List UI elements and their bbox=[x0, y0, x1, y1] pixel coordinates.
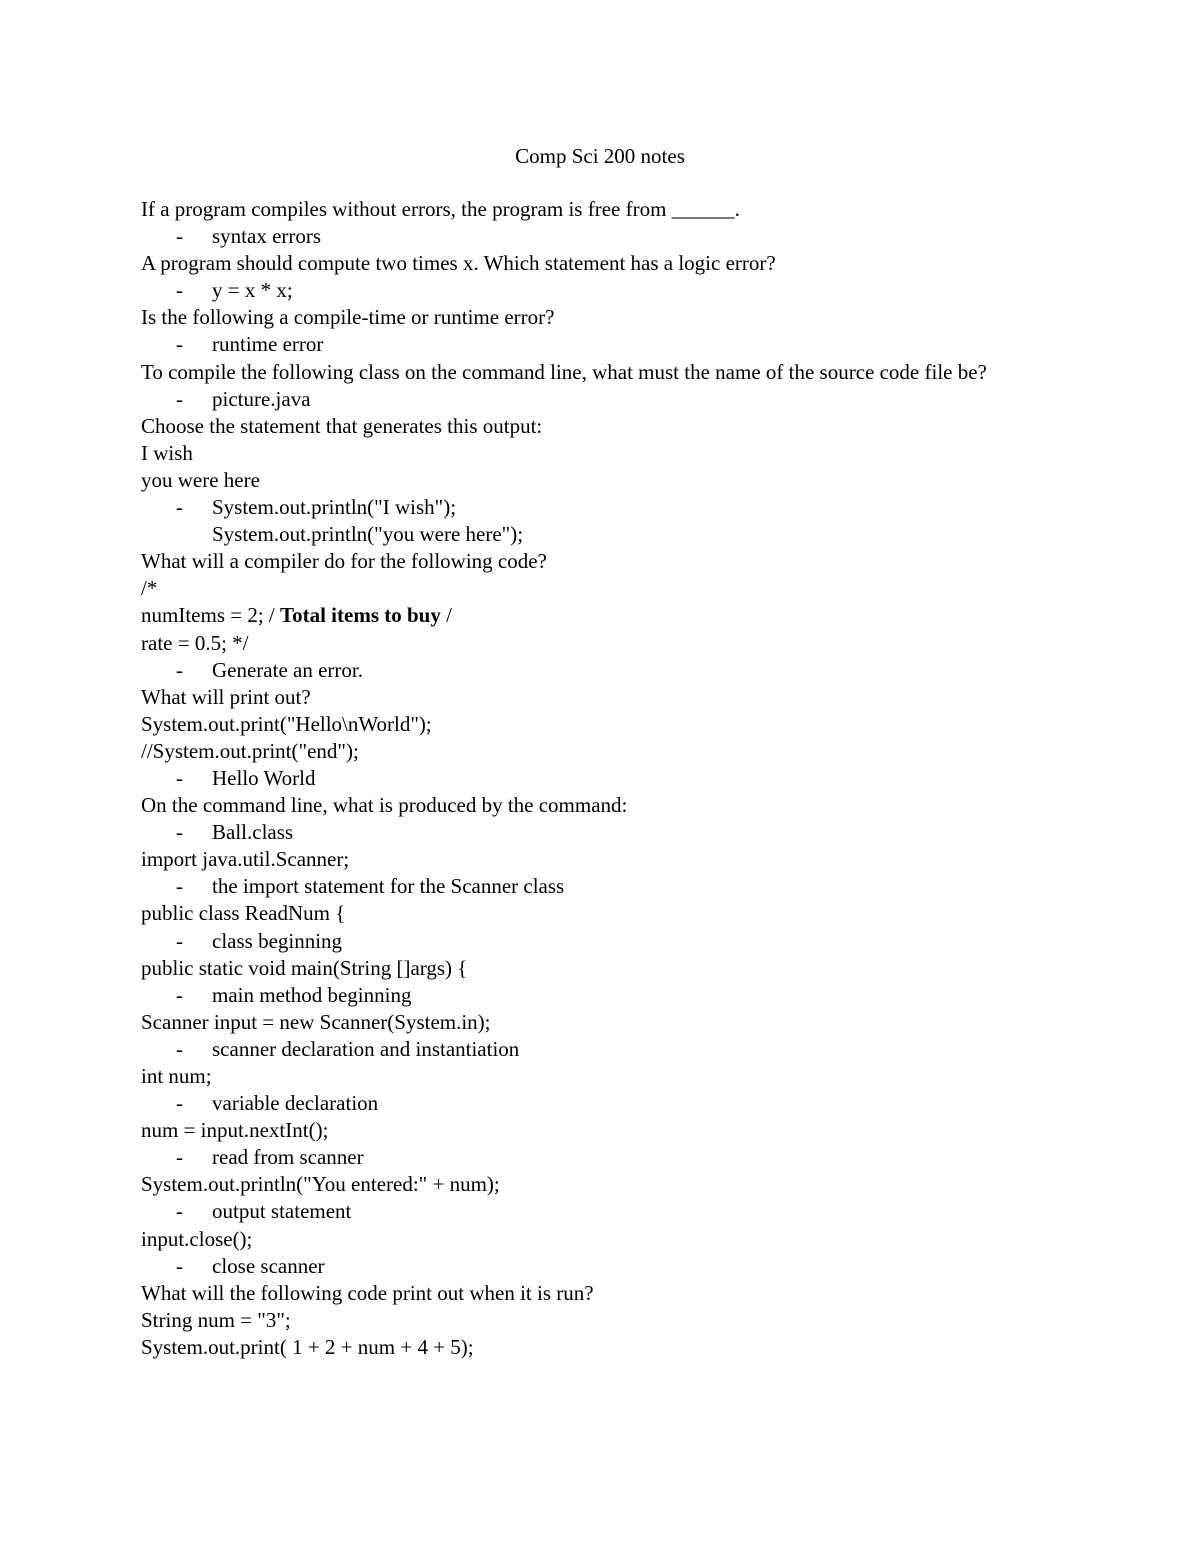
answer-line bbox=[141, 277, 1071, 304]
answer-line bbox=[141, 1090, 1071, 1117]
question-line: What will a compiler do for the following code? bbox=[141, 549, 547, 574]
notes-body bbox=[141, 196, 1071, 1361]
code-line: String num = "3"; bbox=[141, 1307, 291, 1332]
answer-line bbox=[141, 982, 1071, 1009]
answer-text: Generate an error. bbox=[212, 657, 363, 682]
answer-text: class beginning bbox=[212, 928, 343, 953]
question-line: To compile the following class on the command line, what must the name of the source code file be? bbox=[141, 359, 987, 384]
question-line: A program should compute two times x. Which statement has a logic error? bbox=[141, 251, 776, 276]
bullet-dash: - bbox=[176, 1199, 183, 1224]
answer-text: Hello World bbox=[212, 765, 316, 790]
code-text: numItems = 2; / bbox=[141, 603, 281, 628]
question-line: What will print out? bbox=[141, 684, 311, 709]
page-title: Comp Sci 200 notes bbox=[515, 144, 685, 168]
bullet-dash: - bbox=[176, 1036, 183, 1061]
bullet-dash: - bbox=[176, 224, 183, 249]
answer-line bbox=[141, 873, 1071, 900]
bullet-dash: - bbox=[176, 332, 183, 357]
code-line: System.out.print( 1 + 2 + num + 4 + 5); bbox=[141, 1334, 474, 1359]
code-line bbox=[141, 602, 1071, 629]
answer-text: syntax errors bbox=[212, 224, 322, 249]
code-line: System.out.println("You entered:" + num); bbox=[141, 1172, 500, 1197]
answer-line bbox=[141, 1198, 1071, 1225]
bullet-dash: - bbox=[176, 928, 183, 953]
bullet-dash: - bbox=[176, 657, 183, 682]
question-line: What will the following code print out when it is run? bbox=[141, 1280, 594, 1305]
bullet-dash: - bbox=[176, 386, 183, 411]
answer-text: output statement bbox=[212, 1199, 352, 1224]
output-line: I wish bbox=[141, 440, 193, 465]
output-line: you were here bbox=[141, 467, 260, 492]
answer-line bbox=[141, 1144, 1071, 1171]
question-line: If a program compiles without errors, the program is free from ______. bbox=[141, 197, 740, 221]
code-line: public static void main(String []args) { bbox=[141, 955, 468, 980]
bullet-dash: - bbox=[176, 874, 183, 899]
answer-text: runtime error bbox=[212, 332, 324, 357]
code-text: / bbox=[440, 603, 452, 628]
bullet-dash: - bbox=[176, 820, 183, 845]
code-line: public class ReadNum { bbox=[141, 901, 346, 926]
code-line: //System.out.print("end"); bbox=[141, 738, 359, 763]
bullet-dash: - bbox=[176, 278, 183, 303]
code-line: input.close(); bbox=[141, 1226, 253, 1251]
bullet-dash: - bbox=[176, 982, 183, 1007]
question-line: On the command line, what is produced by the command: bbox=[141, 793, 628, 818]
code-line: rate = 0.5; */ bbox=[141, 630, 249, 655]
code-line: /* bbox=[141, 576, 158, 601]
answer-line bbox=[141, 928, 1071, 955]
answer-text: close scanner bbox=[212, 1253, 325, 1278]
answer-line bbox=[141, 494, 1071, 521]
answer-text: Ball.class bbox=[212, 820, 294, 845]
answer-text: System.out.println("I wish"); bbox=[212, 495, 457, 520]
question-line: Choose the statement that generates this output: bbox=[141, 413, 543, 438]
code-line: num = input.nextInt(); bbox=[141, 1118, 329, 1143]
answer-text: main method beginning bbox=[212, 982, 412, 1007]
code-line: int num; bbox=[141, 1064, 212, 1088]
code-line: Scanner input = new Scanner(System.in); bbox=[141, 1009, 491, 1034]
answer-text: the import statement for the Scanner class bbox=[212, 874, 565, 899]
answer-line bbox=[141, 1036, 1071, 1063]
answer-line bbox=[141, 223, 1071, 250]
answer-text: scanner declaration and instantiation bbox=[212, 1036, 520, 1061]
answer-continuation: System.out.println("you were here"); bbox=[212, 522, 524, 547]
answer-text: read from scanner bbox=[212, 1145, 364, 1170]
bullet-dash: - bbox=[176, 1253, 183, 1278]
answer-line bbox=[141, 657, 1071, 684]
answer-text: variable declaration bbox=[212, 1091, 379, 1116]
bullet-dash: - bbox=[176, 495, 183, 520]
code-line: import java.util.Scanner; bbox=[141, 847, 350, 872]
code-bold-comment: Total items to buy bbox=[280, 603, 441, 628]
answer-text: picture.java bbox=[212, 386, 311, 411]
answer-line bbox=[141, 765, 1071, 792]
bullet-dash: - bbox=[176, 1091, 183, 1116]
question-line: Is the following a compile-time or runtime error? bbox=[141, 305, 555, 330]
answer-line bbox=[141, 386, 1071, 413]
bullet-dash: - bbox=[176, 1145, 183, 1170]
answer-line bbox=[141, 331, 1071, 358]
code-line: System.out.print("Hello\nWorld"); bbox=[141, 711, 432, 736]
answer-line bbox=[141, 1253, 1071, 1280]
answer-text: y = x * x; bbox=[212, 278, 293, 303]
bullet-dash: - bbox=[176, 765, 183, 790]
answer-line bbox=[141, 819, 1071, 846]
